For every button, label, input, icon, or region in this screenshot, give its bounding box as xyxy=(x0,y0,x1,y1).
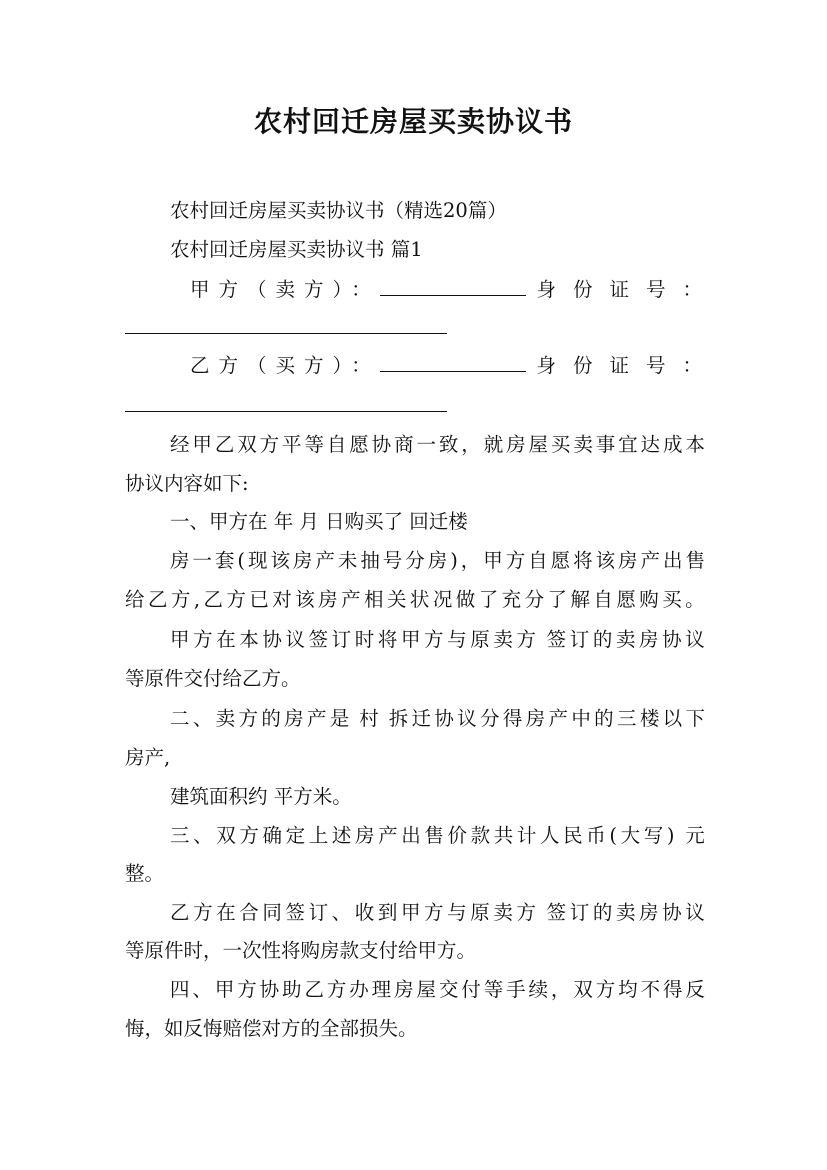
paragraph-line: 整。 xyxy=(125,862,165,885)
party-a-label: 甲方（卖方）： xyxy=(190,278,380,301)
paragraph-line: 等原件交付给乙方。 xyxy=(125,667,301,690)
party-a-id-label: 身份证号： xyxy=(536,278,719,301)
document-title: 农村回迁房屋买卖协议书 xyxy=(253,105,573,138)
party-a-id-blank xyxy=(125,333,447,334)
paragraph-line: 等原件时，一次性将购房款支付给甲方。 xyxy=(125,939,477,962)
clause-2: 二 、 卖 方 的 房 产 是 村 拆 迁 协 议 分 得 房 产 中 的 三 楼 以 下 xyxy=(170,707,705,730)
paragraph-line: 乙 方 在 合 同 签 订 、 收 到 甲 方 与 原 卖 方 签 订 的 卖 房 协 议 xyxy=(170,901,705,924)
party-b-name-blank xyxy=(380,353,526,372)
paragraph-line: 给 乙 方 , 乙 方 已 对 该 房 产 相 关 状 况 做 了 充 分 了 解 自 愿 购 买 。 xyxy=(125,588,705,611)
paragraph-line: 经 甲 乙 双 方 平 等 自 愿 协 商 一 致 ， 就 房 屋 买 卖 事 宜 达 成 本 xyxy=(170,433,705,456)
paragraph-line: 协议内容如下: xyxy=(125,472,249,495)
party-a-line xyxy=(190,276,719,304)
document-subtitle: 农村回迁房屋买卖协议书（精选20篇） xyxy=(170,199,507,222)
paragraph-line: 悔，如反悔赔偿对方的全部损失。 xyxy=(125,1017,418,1040)
paragraph-line: 建筑面积约 平方米。 xyxy=(170,785,352,808)
party-b-id-blank xyxy=(125,411,447,412)
clause-3: 三 、 双 方 确 定 上 述 房 产 出 售 价 款 共 计 人 民 币 ( 大 写 ) 元 xyxy=(170,824,705,847)
clause-1: 一、甲方在 年 月 日购买了 回迁楼 xyxy=(170,510,468,533)
paragraph-line: 房 一 套 ( 现 该 房 产 未 抽 号 分 房 ) ， 甲 方 自 愿 将 该 房 产 出 售 xyxy=(170,549,705,572)
party-b-label: 乙方（买方）： xyxy=(190,354,380,377)
party-b-id-label: 身份证号： xyxy=(536,354,719,377)
party-b-line xyxy=(190,352,719,380)
paragraph-line: 房产, xyxy=(125,746,171,769)
paragraph-line: 甲 方 在 本 协 议 签 订 时 将 甲 方 与 原 卖 方 签 订 的 卖 房 协 议 xyxy=(170,628,705,651)
clause-4: 四 、 甲 方 协 助 乙 方 办 理 房 屋 交 付 等 手 续 ， 双 方 均 不 得 反 xyxy=(170,978,705,1001)
chapter-heading: 农村回迁房屋买卖协议书 篇1 xyxy=(170,238,423,261)
party-a-name-blank xyxy=(380,277,526,296)
